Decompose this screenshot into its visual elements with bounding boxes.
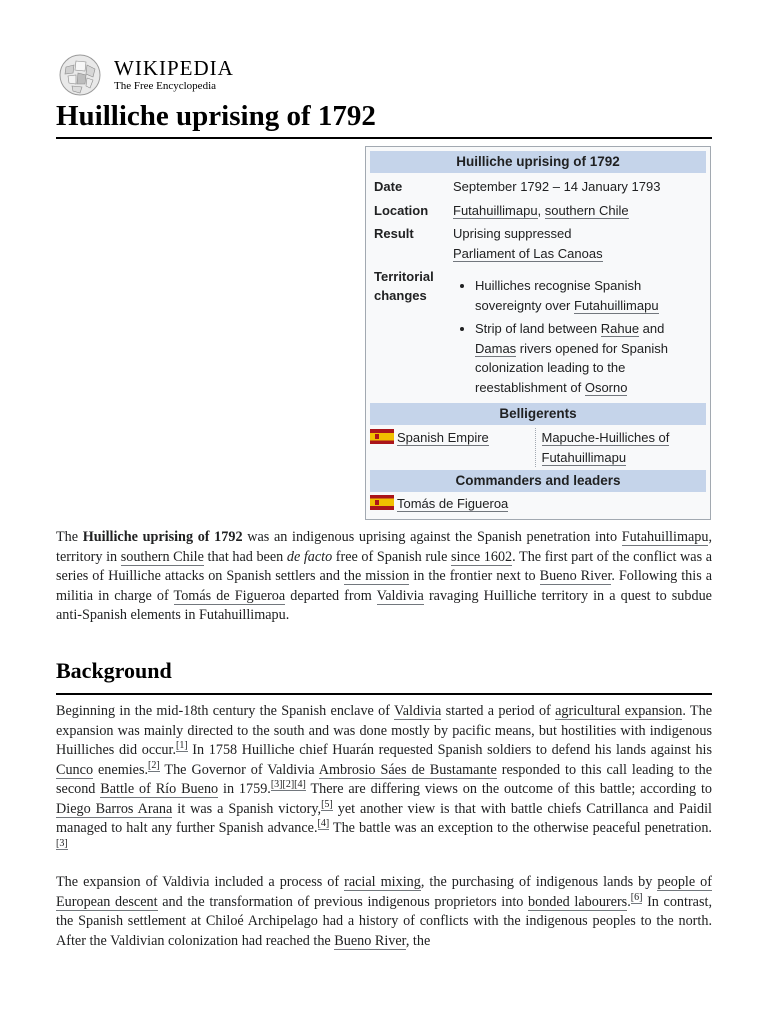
text: ravaging Huilliche territory in a quest to subdue anti-Spanish elements in Futahuillimapu.	[56, 587, 712, 623]
text: , territory in	[56, 529, 713, 565]
location-separator: ,	[537, 202, 545, 218]
text: In contrast, the Spanish settlement at Chiloé Archipelago had a history of conflicts with the indigenous peoples to the north. After the Valdivian colonization had reached the	[56, 893, 712, 949]
background-paragraph	[56, 873, 712, 951]
commanders-row	[370, 492, 706, 515]
wikipedia-globe-icon	[56, 53, 104, 97]
link-bueno-river[interactable]: Bueno River	[334, 932, 406, 949]
link-since-1602[interactable]: since 1602	[451, 548, 513, 565]
background-paragraph	[56, 702, 712, 858]
link-cunco[interactable]: Cunco	[56, 761, 94, 778]
text: The expansion of Valdivia included a process of	[56, 874, 345, 890]
commanders-header: Commanders and leaders	[370, 470, 706, 492]
belligerents-row	[370, 425, 706, 470]
infobox	[365, 146, 711, 520]
text: The battle was an exception to the otherwise peaceful penetration.	[329, 820, 712, 836]
text: The	[56, 529, 83, 545]
link-the-mission[interactable]: the mission	[343, 568, 410, 584]
text: , the purchasing of indigenous lands by	[420, 874, 658, 890]
text: it was a Spanish victory,	[172, 800, 322, 817]
territorial-link-damas[interactable]: Damas	[475, 340, 517, 356]
list-item	[475, 276, 702, 315]
date-value: September 1792 – 14 January 1793	[453, 179, 661, 194]
link-valdivia[interactable]: Valdivia	[376, 587, 424, 604]
article-subject: Huilliche uprising of 1792	[82, 529, 243, 545]
text: There are differing views on the outcome of this battle; according to	[305, 781, 712, 797]
infobox-row-territorial	[370, 263, 706, 401]
citation-link[interactable]: [5]	[321, 798, 333, 810]
link-people-of-european-descent[interactable]: people of European descent	[56, 874, 712, 910]
text: responded to this call leading to the second	[56, 761, 712, 797]
citation-link[interactable]: [3]	[56, 837, 68, 849]
link-valdivia[interactable]: Valdivia	[394, 703, 442, 719]
result-line: Uprising suppressed	[453, 226, 572, 241]
section-heading-background: Background	[56, 657, 712, 695]
text: and the transformation of previous indigenous proprietors into	[157, 893, 528, 910]
link-southern-chile[interactable]: southern Chile	[120, 548, 204, 565]
text: In 1758 Huilliche chief Huarán requested Spanish soldiers to defend his lands against his	[187, 742, 713, 758]
link-racial-mixing[interactable]: racial mixing	[344, 874, 421, 890]
infobox-title: Huilliche uprising of 1792	[370, 151, 706, 173]
date-label: Date	[374, 179, 403, 194]
text: . The expansion was mainly directed to the south and was done mostly by pacific means, but hostilities with indigenous Huilliches did occur.	[56, 703, 712, 758]
spain-flag-icon	[370, 429, 394, 444]
text: departed from	[285, 587, 377, 604]
citation-link[interactable]: [2]	[148, 759, 160, 771]
commander-link-tomas-de-figueroa[interactable]: Tomás de Figueroa	[397, 496, 509, 511]
logo-name: WIKIPEDIA	[114, 56, 234, 80]
text: .	[627, 893, 631, 910]
result-link-parliament[interactable]: Parliament of Las Canoas	[453, 245, 603, 261]
infobox-row-location	[370, 197, 706, 221]
text: Beginning in the mid-18th century the Spanish enclave of	[56, 703, 395, 719]
link-agricultural-expansion[interactable]: agricultural expansion	[555, 703, 683, 719]
citation-link[interactable]: [6]	[630, 891, 643, 903]
link-battle-of-rio-bueno[interactable]: Battle of Río Bueno	[100, 781, 219, 797]
infobox-row-result	[370, 220, 706, 263]
territorial-link-rahue[interactable]: Rahue	[600, 321, 640, 336]
belligerents-header: Belligerents	[370, 403, 706, 425]
text: started a period of	[441, 703, 556, 719]
text: was an indigenous uprising against the Spanish penetration into	[242, 529, 622, 545]
territorial-text: Strip of land between	[475, 321, 601, 336]
territorial-text: rivers opened for Spanish colonization leading to the reestablishment of	[475, 340, 668, 395]
citation-link[interactable]: [3][2][4]	[270, 779, 306, 790]
citation-link[interactable]: [4]	[317, 818, 330, 829]
text: free of Spanish rule	[332, 548, 452, 565]
link-ambrosio-saes-de-bustamante[interactable]: Ambrosio Sáes de Bustamante	[318, 761, 497, 778]
location-link-futahuillimapu[interactable]: Futahuillimapu	[453, 202, 538, 218]
belligerent-link-mapuche-huilliches[interactable]: Mapuche-Huilliches of Futahuillimapu	[541, 430, 670, 465]
territorial-text: Huilliches recognise Spanish sovereignty over	[475, 278, 642, 313]
text: yet another view is that with battle chiefs Catrillanca and Paidil managed to halt any further Spanish advance.	[56, 800, 712, 836]
intro-section	[56, 528, 712, 626]
territorial-list	[453, 276, 702, 397]
background-section	[56, 702, 712, 951]
citation-link[interactable]: [1]	[176, 740, 188, 751]
result-label: Result	[374, 226, 414, 241]
text: . The first part of the conflict was a series of Huilliche attacks on Spanish settlers and	[56, 548, 713, 584]
location-link-southern-chile[interactable]: southern Chile	[544, 202, 629, 218]
link-futahuillimapu[interactable]: Futahuillimapu	[621, 529, 709, 545]
italic-text: de facto	[286, 548, 333, 565]
text: in 1759.	[218, 781, 271, 797]
text: The Governor of Valdivia	[159, 761, 319, 778]
text: enemies.	[93, 761, 149, 778]
belligerent-link-spanish-empire[interactable]: Spanish Empire	[397, 430, 489, 445]
list-item	[475, 319, 702, 397]
link-bonded-labourers[interactable]: bonded labourers	[528, 893, 628, 910]
wikipedia-logo[interactable]	[56, 53, 234, 97]
text: that had been	[203, 548, 287, 565]
link-diego-barros-arana[interactable]: Diego Barros Arana	[56, 800, 173, 817]
infobox-row-date	[370, 173, 706, 197]
territorial-link-futahuillimapu[interactable]: Futahuillimapu	[574, 297, 659, 313]
intro-paragraph	[56, 528, 712, 626]
spain-flag-icon	[370, 495, 394, 510]
link-bueno-river[interactable]: Bueno River	[539, 568, 612, 584]
text: . Following this a militia in charge of	[56, 568, 713, 604]
text: in the frontier next to	[409, 568, 540, 584]
territorial-link-osorno[interactable]: Osorno	[584, 379, 628, 395]
text: , the	[405, 932, 431, 949]
territorial-label: Territorial changes	[374, 269, 434, 303]
page-title: Huilliche uprising of 1792	[56, 96, 712, 139]
link-tomas-de-figueroa[interactable]: Tomás de Figueroa	[173, 587, 286, 604]
logo-tagline: The Free Encyclopedia	[114, 80, 217, 92]
location-label: Location	[374, 202, 429, 218]
territorial-text: and	[639, 321, 665, 336]
